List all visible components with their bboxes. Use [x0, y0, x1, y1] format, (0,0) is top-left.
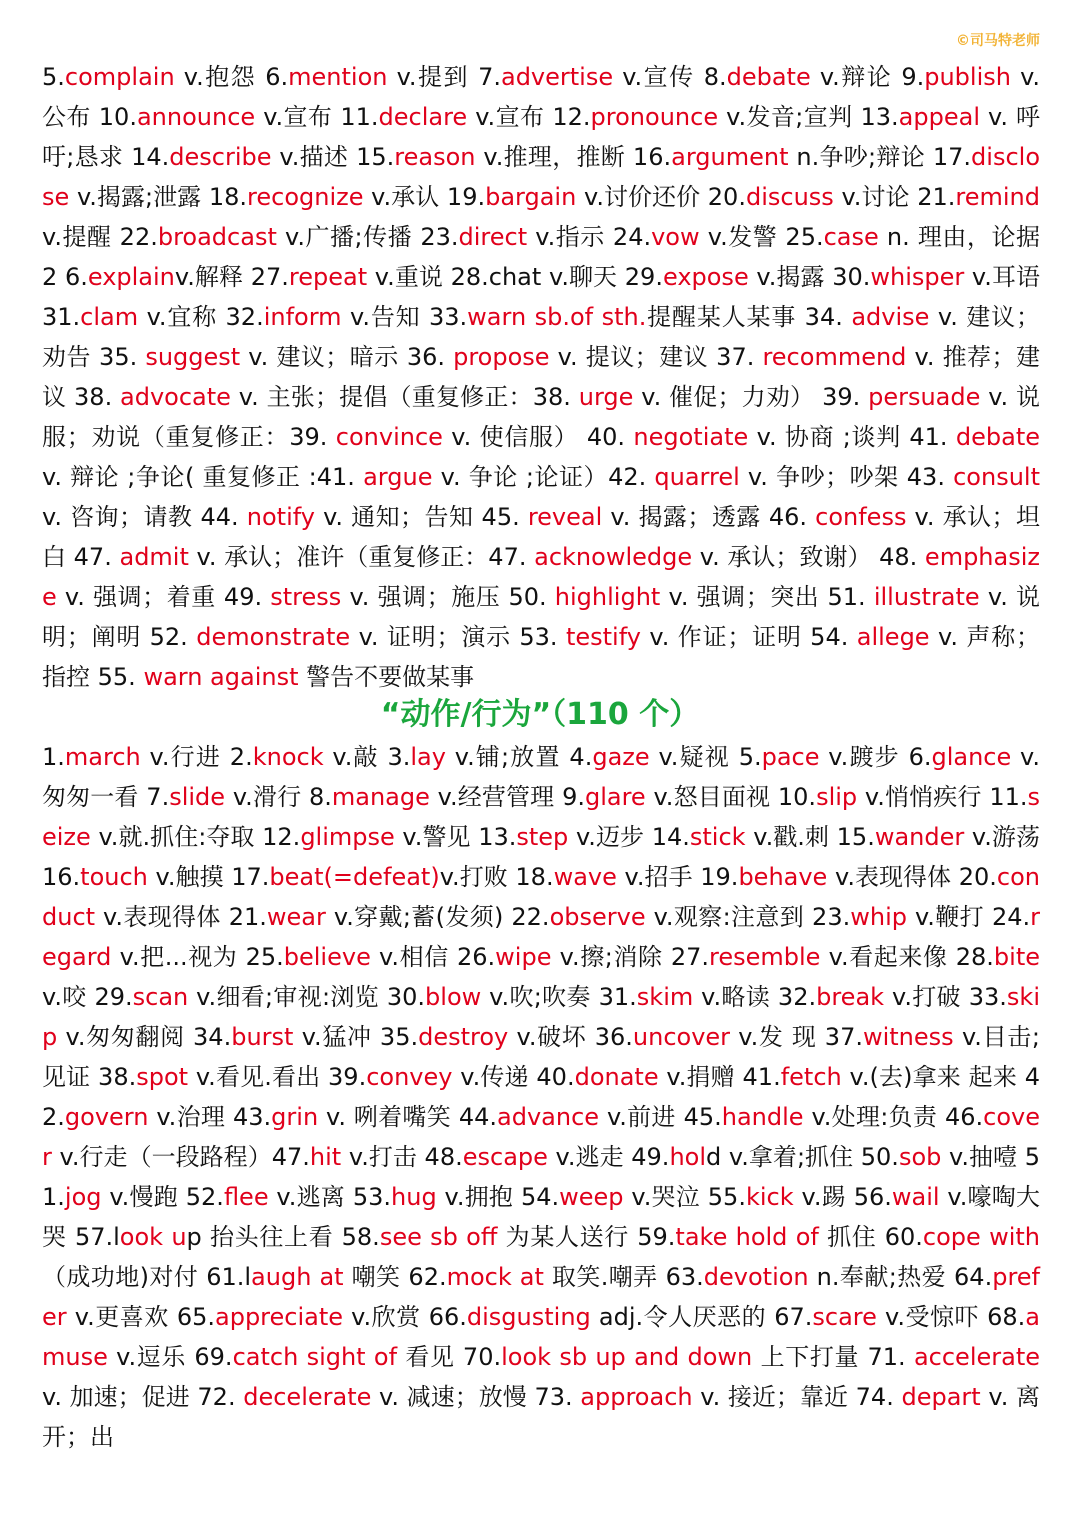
vocab-gloss: v.滑行 8.: [225, 783, 332, 811]
vocab-word: mention: [288, 63, 388, 91]
vocab-word: slip: [816, 783, 858, 811]
vocab-gloss: v.擦;消除 27.: [551, 943, 710, 971]
vocab-gloss: v. 承认；致谢） 48.: [692, 543, 925, 571]
vocab-gloss: v.穿戴;蓄(发须) 22.: [325, 903, 550, 931]
vocab-gloss: v.踢 56.: [793, 1183, 892, 1211]
vocab-word: broadcast: [157, 223, 277, 251]
vocab-word: urge: [578, 383, 634, 411]
vocab-gloss: v.逃走 49.: [547, 1143, 670, 1171]
vocab-gloss: 看见 70.: [397, 1343, 502, 1371]
vocab-word: notify: [246, 503, 315, 531]
vocab-block-speech: [42, 57, 1040, 697]
vocab-word: bite: [993, 943, 1040, 971]
vocab-gloss: v.铺;放置 4.: [445, 743, 593, 771]
vocab-gloss: v. 协商 ;谈判 41.: [748, 423, 956, 451]
vocab-gloss: 1.: [42, 743, 65, 771]
vocab-word: see sb off: [379, 1223, 498, 1251]
vocab-word: convey: [366, 1063, 453, 1091]
vocab-gloss: v.表现得体 20.: [827, 863, 997, 891]
vocab-word: hit: [309, 1143, 342, 1171]
vocab-gloss: v.抽噎 51.: [42, 1143, 1040, 1211]
vocab-gloss: v. 通知；告知 45.: [314, 503, 528, 531]
vocab-gloss: v. 减速；放慢 73.: [371, 1383, 581, 1411]
vocab-gloss: v. 辩论 ;争论( 重复修正 :41.: [42, 463, 364, 491]
vocab-gloss: v. 声称；指控 55.: [42, 623, 1040, 691]
vocab-gloss: v.招手 19.: [616, 863, 739, 891]
vocab-word: reason: [394, 143, 476, 171]
vocab-gloss: v.目击;见证 38.: [42, 1023, 1040, 1091]
vocab-word: hug: [391, 1183, 437, 1211]
vocab-word: suggest: [145, 343, 241, 371]
vocab-gloss: v.揭露 30.: [748, 263, 871, 291]
vocab-gloss: v.迈步 14.: [568, 823, 690, 851]
vocab-word: decelerate: [243, 1383, 372, 1411]
vocab-gloss: n.争吵;辩论 17.: [788, 143, 972, 171]
vocab-word: declare: [378, 103, 468, 131]
vocab-word: augh at: [251, 1263, 344, 1291]
vocab-gloss: v.提到 7.: [387, 63, 501, 91]
vocab-gloss: v. 咧着嘴笑 44.: [318, 1103, 498, 1131]
vocab-word: advertise: [500, 63, 614, 91]
vocab-gloss: v.打败 18.: [439, 863, 554, 891]
vocab-gloss: v.踱步 6.: [819, 743, 932, 771]
vocab-gloss: v.宣传 8.: [613, 63, 727, 91]
vocab-word: pace: [761, 743, 820, 771]
vocab-word: wear: [266, 903, 326, 931]
vocab-gloss: v. 推荐；建议 38.: [42, 343, 1040, 411]
vocab-gloss: v.咬 29.: [42, 983, 133, 1011]
vocab-word: gaze: [592, 743, 650, 771]
vocab-word: negotiate: [633, 423, 749, 451]
vocab-gloss: v. 建议；劝告 35.: [42, 303, 1040, 371]
vocab-word: whip: [850, 903, 907, 931]
vocab-gloss: v.匆匆翻阅 34.: [57, 1023, 232, 1051]
vocab-gloss: v.警见 13.: [394, 823, 517, 851]
vocab-word: quarrel: [654, 463, 740, 491]
vocab-word: inform: [263, 303, 342, 331]
vocab-gloss: v.宣布 11.: [255, 103, 379, 131]
vocab-word: clam: [80, 303, 139, 331]
vocab-gloss: 上下打量 71.: [752, 1343, 914, 1371]
vocab-word: sob: [898, 1143, 942, 1171]
vocab-gloss: v.行进 2.: [140, 743, 253, 771]
vocab-gloss: v. 离开；出: [42, 1383, 1040, 1451]
vocab-word: devotion: [703, 1263, 809, 1291]
vocab-gloss: v.戳.刺 15.: [745, 823, 875, 851]
vocab-gloss: n.奉献;热爱 64.: [808, 1263, 993, 1291]
vocab-gloss: p 抬头往上看 58.: [186, 1223, 380, 1251]
vocab-gloss: v.表现得体 21.: [95, 903, 267, 931]
vocab-word: spot: [136, 1063, 189, 1091]
vocab-word: debate: [955, 423, 1040, 451]
watermark: ©司马特老师: [956, 33, 1040, 49]
vocab-word: look sb up and down: [501, 1343, 753, 1371]
vocab-word: wail: [891, 1183, 940, 1211]
vocab-gloss: v.治理 43.: [148, 1103, 272, 1131]
vocab-word: cope with: [922, 1223, 1040, 1251]
vocab-word: mock at: [446, 1263, 544, 1291]
vocab-gloss: v. 使信服） 40.: [442, 423, 634, 451]
vocab-gloss: v.告知 33.: [341, 303, 468, 331]
vocab-word: reveal: [527, 503, 603, 531]
vocab-gloss: v.逃离 53.: [268, 1183, 392, 1211]
vocab-gloss: v.(去)拿来 起来 42.: [42, 1063, 1041, 1131]
vocab-gloss: v. 承认；坦白 47.: [42, 503, 1041, 571]
vocab-gloss: v.就.抓住:夺取 12.: [90, 823, 301, 851]
vocab-word: propose: [453, 343, 550, 371]
vocab-word: stress: [270, 583, 342, 611]
vocab-word: remind: [955, 183, 1040, 211]
vocab-word: step: [516, 823, 569, 851]
vocab-gloss: v.慢跑 52.: [101, 1183, 224, 1211]
vocab-gloss: v.拥抱 54.: [436, 1183, 560, 1211]
vocab-word: persuade: [868, 383, 981, 411]
vocab-gloss: v.悄悄疾行 11.: [857, 783, 1028, 811]
vocab-word: amuse: [42, 1303, 1040, 1371]
vocab-word: flee: [223, 1183, 269, 1211]
vocab-word: resemble: [709, 943, 821, 971]
vocab-word: recognize: [247, 183, 364, 211]
vocab-gloss: v.处理:负责 46.: [803, 1103, 984, 1131]
vocab-word: warn sb.of sth.: [467, 303, 647, 331]
vocab-word: repeat: [288, 263, 368, 291]
vocab-word: wave: [553, 863, 617, 891]
vocab-gloss: v.解释 27.: [174, 263, 289, 291]
vocab-gloss: v. 加速；促进 72.: [42, 1383, 244, 1411]
vocab-word: consult: [953, 463, 1040, 491]
vocab-gloss: v.观察:注意到 23.: [645, 903, 851, 931]
vocab-gloss: v.宜称 32.: [138, 303, 264, 331]
vocab-word: approach: [580, 1383, 693, 1411]
vocab-gloss: v.欣赏 66.: [343, 1303, 467, 1331]
vocab-block-action: [42, 737, 1040, 1457]
vocab-gloss: v. 匆匆一看 7.: [42, 743, 1041, 811]
vocab-word: direct: [458, 223, 528, 251]
vocab-gloss: v. 争论 ;论证）42.: [432, 463, 655, 491]
vocab-gloss: v.疑视 5.: [649, 743, 762, 771]
vocab-gloss: v.哭泣 55.: [623, 1183, 746, 1211]
vocab-word: conduct: [42, 863, 1040, 931]
vocab-gloss: v. 咨询；请教 44.: [42, 503, 247, 531]
vocab-gloss: v. 建议；暗示 36.: [240, 343, 454, 371]
vocab-word: acknowledge: [534, 543, 693, 571]
vocab-gloss: v.怒目面视 10.: [645, 783, 817, 811]
vocab-gloss: v.发警 25.: [699, 223, 824, 251]
vocab-word: wipe: [495, 943, 552, 971]
vocab-gloss: n. 理由，论据 2 6.: [42, 223, 1040, 291]
vocab-gloss: v.前进 45.: [599, 1103, 722, 1131]
vocab-gloss: v. 说明；阐明 52.: [42, 583, 1041, 651]
vocab-gloss: v.触摸 17.: [147, 863, 270, 891]
vocab-word: advocate: [120, 383, 231, 411]
vocab-word: accelerate: [913, 1343, 1040, 1371]
vocab-word: destroy: [418, 1023, 509, 1051]
vocab-word: publish: [924, 63, 1011, 91]
vocab-gloss: v.相信 26.: [370, 943, 496, 971]
vocab-word: advance: [497, 1103, 600, 1131]
vocab-word: vow: [651, 223, 700, 251]
vocab-word: observe: [549, 903, 646, 931]
vocab-gloss: 取笑.嘲弄 63.: [543, 1263, 704, 1291]
vocab-gloss: v.广播;传播 23.: [276, 223, 459, 251]
vocab-gloss: v.受惊吓 68.: [876, 1303, 1026, 1331]
vocab-word: escape: [462, 1143, 548, 1171]
vocab-word: break: [816, 983, 885, 1011]
vocab-gloss: v. 接近；靠近 74.: [692, 1383, 902, 1411]
vocab-word: manage: [331, 783, 430, 811]
vocab-gloss: v. 主张；提倡（重复修正：38.: [230, 383, 579, 411]
vocab-gloss: d v.拿着;抓住 50.: [706, 1143, 899, 1171]
vocab-word: argument: [671, 143, 789, 171]
vocab-gloss: adj.令人厌恶的 67.: [590, 1303, 813, 1331]
vocab-word: hol: [669, 1143, 706, 1171]
vocab-word: depart: [901, 1383, 981, 1411]
vocab-word: case: [823, 223, 879, 251]
vocab-gloss: v.破坏 36.: [508, 1023, 633, 1051]
vocab-gloss: v.推理，推断 16.: [475, 143, 672, 171]
vocab-gloss: v. 呼吁;恳求 14.: [42, 103, 1041, 171]
vocab-word: seize: [42, 783, 1041, 851]
vocab-word: scan: [132, 983, 189, 1011]
vocab-gloss: v.宣布 12.: [467, 103, 591, 131]
vocab-word: kick: [745, 1183, 794, 1211]
vocab-gloss: v.逗乐 69.: [107, 1343, 233, 1371]
vocab-gloss: v. 强调；突出 51.: [660, 583, 874, 611]
vocab-word: announce: [136, 103, 256, 131]
vocab-gloss: v.辩论 9.: [810, 63, 925, 91]
vocab-word: blow: [425, 983, 482, 1011]
vocab-gloss: v. 争吵；吵架 43.: [739, 463, 954, 491]
vocab-gloss: v.敲 3.: [323, 743, 411, 771]
vocab-word: fetch: [780, 1063, 842, 1091]
vocab-word: beat(=defeat): [269, 863, 440, 891]
vocab-word: stick: [689, 823, 746, 851]
vocab-word: ook u: [119, 1223, 187, 1251]
vocab-gloss: 嘲笑 62.: [343, 1263, 447, 1291]
vocab-gloss: v.看起来像 28.: [820, 943, 994, 971]
vocab-gloss: v. 承认；准许（重复修正：47.: [188, 543, 535, 571]
vocab-word: disclose: [42, 143, 1040, 211]
vocab-word: warn against: [143, 663, 299, 691]
vocab-word: behave: [738, 863, 828, 891]
vocab-gloss: v.发 现 37.: [730, 1023, 863, 1051]
vocab-word: burst: [231, 1023, 294, 1051]
vocab-gloss: v.捐赠 41.: [658, 1063, 781, 1091]
vocab-word: uncover: [632, 1023, 731, 1051]
vocab-word: confess: [815, 503, 907, 531]
vocab-word: donate: [574, 1063, 659, 1091]
vocab-gloss: v.耳语 31.: [42, 263, 1041, 331]
vocab-word: believe: [283, 943, 371, 971]
vocab-word: govern: [64, 1103, 149, 1131]
vocab-gloss: v.讨论 21.: [833, 183, 956, 211]
vocab-gloss: v. 提议；建议 37.: [549, 343, 763, 371]
vocab-word: glare: [584, 783, 646, 811]
vocab-gloss: 为某人送行 59.: [497, 1223, 676, 1251]
vocab-word: handle: [721, 1103, 804, 1131]
vocab-gloss: v.鞭打 24.: [906, 903, 1031, 931]
vocab-gloss: v.猛冲 35.: [293, 1023, 419, 1051]
vocab-gloss: v.发音;宣判 13.: [718, 103, 899, 131]
vocab-gloss: v.细看;审视:浏览 30.: [188, 983, 426, 1011]
vocab-word: advise: [851, 303, 930, 331]
vocab-word: weep: [559, 1183, 624, 1211]
vocab-gloss: v. 说服；劝说（重复修正：39.: [42, 383, 1041, 451]
vocab-word: testify: [565, 623, 641, 651]
vocab-gloss: v.抱怨 6.: [174, 63, 289, 91]
vocab-word: witness: [862, 1023, 954, 1051]
vocab-word: touch: [80, 863, 148, 891]
vocab-word: admit: [119, 543, 189, 571]
vocab-gloss: v.揭露;泄露 18.: [69, 183, 248, 211]
vocab-word: skim: [636, 983, 694, 1011]
vocab-word: prefer: [42, 1263, 1041, 1331]
vocab-word: discuss: [745, 183, 834, 211]
vocab-gloss: v. 公布 10.: [42, 63, 1041, 131]
vocab-gloss: 抓住 60.: [818, 1223, 923, 1251]
vocab-gloss: v.嚎啕大哭 57.l: [42, 1183, 1040, 1251]
vocab-word: scare: [812, 1303, 877, 1331]
vocab-gloss: v.打击 48.: [341, 1143, 463, 1171]
vocab-word: pronounce: [590, 103, 719, 131]
vocab-word: demonstrate: [196, 623, 351, 651]
vocab-gloss: 5.: [42, 63, 65, 91]
vocab-word: debate: [726, 63, 811, 91]
vocab-gloss: v. 催促；力劝） 39.: [633, 383, 869, 411]
vocab-word: take hold of: [675, 1223, 819, 1251]
vocab-word: complain: [64, 63, 175, 91]
vocab-word: illustrate: [873, 583, 980, 611]
vocab-word: whisper: [870, 263, 965, 291]
vocab-word: glimpse: [300, 823, 395, 851]
vocab-gloss: v.重说 28.chat v.聊天 29.: [367, 263, 663, 291]
vocab-word: bargain: [485, 183, 577, 211]
vocab-gloss: v. 证明；演示 53.: [350, 623, 566, 651]
vocab-gloss: v.指示 24.: [527, 223, 652, 251]
vocab-gloss: （成功地)对付 61.l: [42, 1263, 252, 1291]
vocab-word: jog: [64, 1183, 102, 1211]
vocab-word: regard: [42, 903, 1040, 971]
vocab-word: argue: [363, 463, 433, 491]
vocab-gloss: v.打破 33.: [884, 983, 1007, 1011]
vocab-gloss: v.略读 32.: [693, 983, 817, 1011]
vocab-word: disgusting: [466, 1303, 591, 1331]
vocab-word: appreciate: [215, 1303, 344, 1331]
vocab-gloss: v.经营管理 9.: [429, 783, 585, 811]
vocab-gloss: v.把...视为 25.: [111, 943, 284, 971]
vocab-word: appeal: [898, 103, 980, 131]
vocab-gloss: v. 强调；着重 49.: [56, 583, 271, 611]
vocab-gloss: v.提醒 22.: [42, 223, 158, 251]
vocab-gloss: v.吹;吹奏 31.: [481, 983, 637, 1011]
vocab-word: glance: [931, 743, 1012, 771]
vocab-gloss: v.讨价还价 20.: [576, 183, 746, 211]
vocab-gloss: v. 强调；施压 50.: [341, 583, 555, 611]
vocab-gloss: v. 揭露；透露 46.: [602, 503, 816, 531]
vocab-gloss: v.承认 19.: [363, 183, 486, 211]
vocab-word: explain: [87, 263, 175, 291]
vocab-gloss: v. 作证；证明 54.: [640, 623, 857, 651]
vocab-gloss: 警告不要做某事: [298, 663, 475, 691]
vocab-gloss: v.看见.看出 39.: [188, 1063, 367, 1091]
vocab-gloss: v.描述 15.: [271, 143, 395, 171]
section-title: “动作/行为”（110 个）: [380, 697, 700, 732]
vocab-word: catch sight of: [232, 1343, 398, 1371]
vocab-word: emphasize: [42, 543, 1040, 611]
vocab-word: march: [64, 743, 141, 771]
vocab-word: wander: [874, 823, 965, 851]
vocab-word: grin: [271, 1103, 319, 1131]
vocab-word: allege: [856, 623, 930, 651]
vocab-word: recommend: [762, 343, 907, 371]
vocab-gloss: v.行走（一段路程）47.: [51, 1143, 310, 1171]
vocab-gloss: 提醒某人某事 34.: [646, 303, 852, 331]
vocab-word: convince: [335, 423, 443, 451]
vocab-gloss: v.更喜欢 65.: [66, 1303, 215, 1331]
vocab-word: knock: [252, 743, 324, 771]
vocab-word: cover: [42, 1103, 1040, 1171]
vocab-gloss: v.游荡 16.: [42, 823, 1040, 891]
vocab-word: lay: [410, 743, 446, 771]
vocab-word: skip: [42, 983, 1040, 1051]
vocab-word: slide: [169, 783, 226, 811]
vocab-word: highlight: [554, 583, 661, 611]
vocab-gloss: v.传递 40.: [452, 1063, 575, 1091]
vocab-word: describe: [169, 143, 272, 171]
vocab-word: expose: [662, 263, 749, 291]
